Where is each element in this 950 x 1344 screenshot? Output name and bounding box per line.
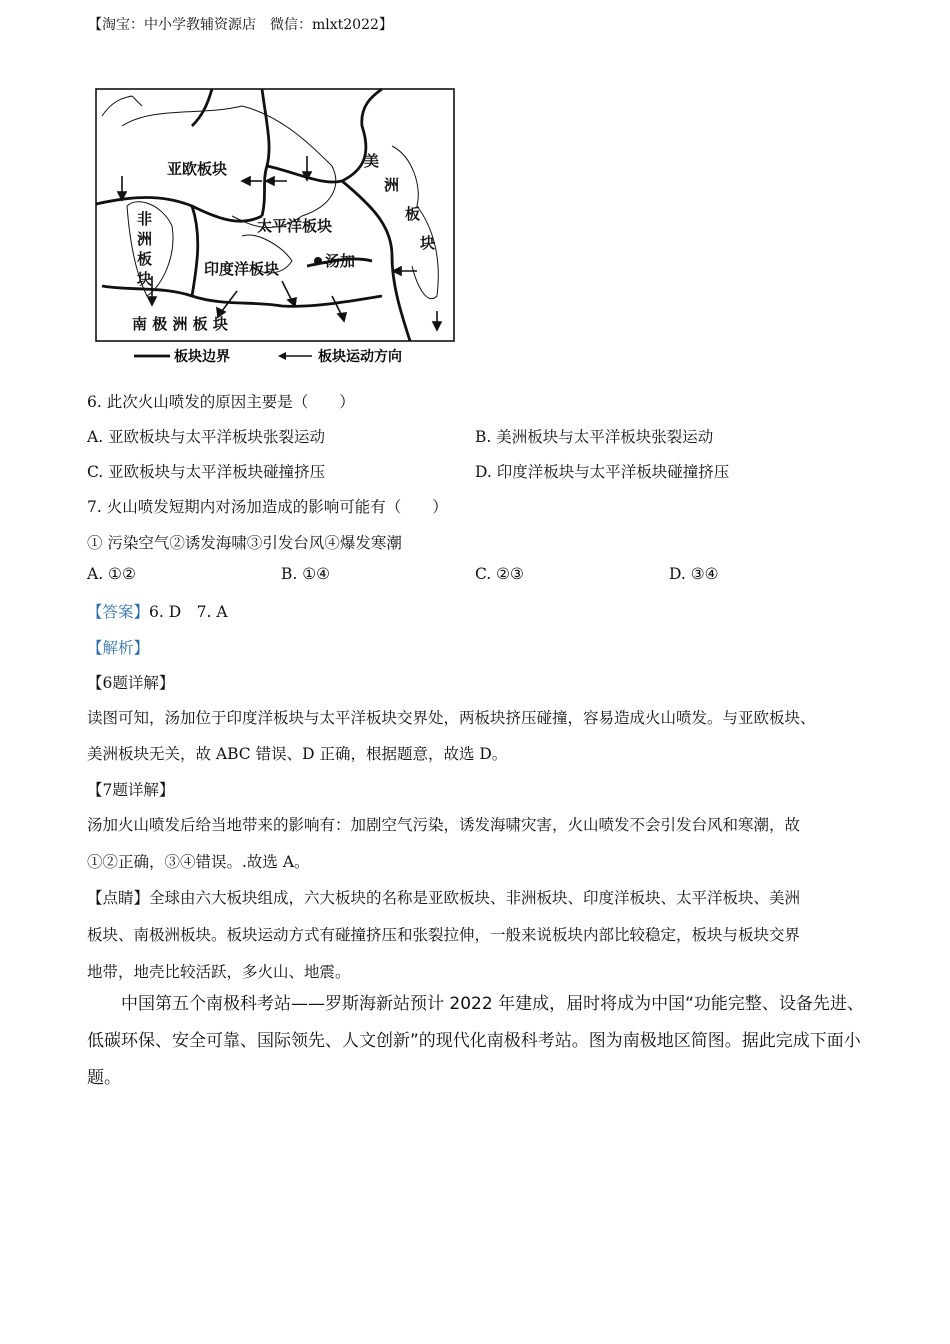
intro-line2: 低碳环保、安全可靠、国际领先、人文创新”的现代化南极科考站。图为南极地区简图。据此完成下面小 [87,1031,861,1051]
answer-tag: 【答案】 [87,603,150,621]
note-line2: 板块、南极洲板块。板块运动方式有碰撞挤压和张裂拉伸，一般来说板块内部比较稳定，板块与板块交界 [87,926,801,944]
label-pacific: 太平洋板块 [257,217,333,235]
q6-option-b: B. 美洲板块与太平洋板块张裂运动 [475,428,714,446]
detail7-line1: 汤加火山喷发后给当地带来的影响有：加剧空气污染，诱发海啸灾害，火山喷发不会引发台风和寒潮，故 [87,816,801,834]
detail6-line2: 美洲板块无关，故 ABC 错误、D 正确，根据题意，故选 D。 [87,745,508,763]
legend-boundary-label: 板块边界 [174,349,230,365]
boundary-north [192,89,212,126]
intro-line1: 中国第五个南极科考站——罗斯海新站预计 2022 年建成，届时将成为中国“功能完整、设备先进、 [87,994,864,1014]
label-africa-3: 板 [137,250,153,268]
tonga-marker [314,257,322,265]
label-eurasia: 亚欧板块 [167,160,228,178]
q7-option-d: D. ③④ [669,565,719,583]
intro-line3: 题。 [87,1068,121,1088]
answer-line [87,600,228,622]
q7-option-c: C. ②③ [475,565,524,583]
q6-stem: 6. 此次火山喷发的原因主要是（ ） [87,393,355,411]
intro-paragraph [87,986,867,1097]
detail6-line1: 读图可知，汤加位于印度洋板块与太平洋板块交界处，两板块挤压碰撞，容易造成火山喷发。与亚欧板块、 [87,709,816,727]
note-line3: 地带，地壳比较活跃，多火山、地震。 [87,963,351,981]
q7-items: ① 污染空气②诱发海啸③引发台风④爆发寒潮 [87,534,402,552]
header-watermark: 【淘宝：中小学教辅资源店 微信：mlxt2022】 [88,17,393,33]
label-americas-3: 板 [405,205,421,223]
boundary-eurasia-africa [96,198,262,222]
label-africa-2: 洲 [137,230,153,248]
detail7-tag: 【7题详解】 [87,781,175,799]
analysis-tag: 【解析】 [87,639,150,657]
label-tonga: 汤加 [325,252,356,270]
boundary-antarctic [102,286,382,306]
boundary-eurasia-pacific [262,89,269,216]
note-line1: 【点睛】全球由六大板块组成，六大板块的名称是亚欧板块、非洲板块、印度洋板块、太平洋板块、美洲 [87,889,801,907]
label-africa-1: 非 [137,210,153,228]
q7-option-a: A. ①② [87,565,136,583]
legend-direction-label: 板块运动方向 [318,349,402,365]
q6-option-a: A. 亚欧板块与太平洋板块张裂运动 [87,428,326,446]
plate-map [92,86,460,370]
q7-option-b: B. ①④ [281,565,331,583]
detail7-line2: ①②正确，③④错误。.故选 A。 [87,853,310,871]
label-antarctic: 南 极 洲 板 块 [132,315,228,333]
boundary-africa-indian [192,206,198,296]
label-americas-2: 洲 [384,176,400,194]
q6-option-d: D. 印度洋板块与太平洋板块碰撞挤压 [475,463,730,481]
q7-stem: 7. 火山喷发短期内对汤加造成的影响可能有（ ） [87,498,448,516]
q6-option-c: C. 亚欧板块与太平洋板块碰撞挤压 [87,463,326,481]
detail6-tag: 【6题详解】 [87,674,175,692]
label-indian: 印度洋板块 [204,260,280,278]
label-americas-1: 美 [364,152,380,170]
answer-text: 6. D 7. A [149,603,228,621]
label-americas-4: 块 [420,234,436,252]
label-africa-4: 块 [137,270,153,288]
